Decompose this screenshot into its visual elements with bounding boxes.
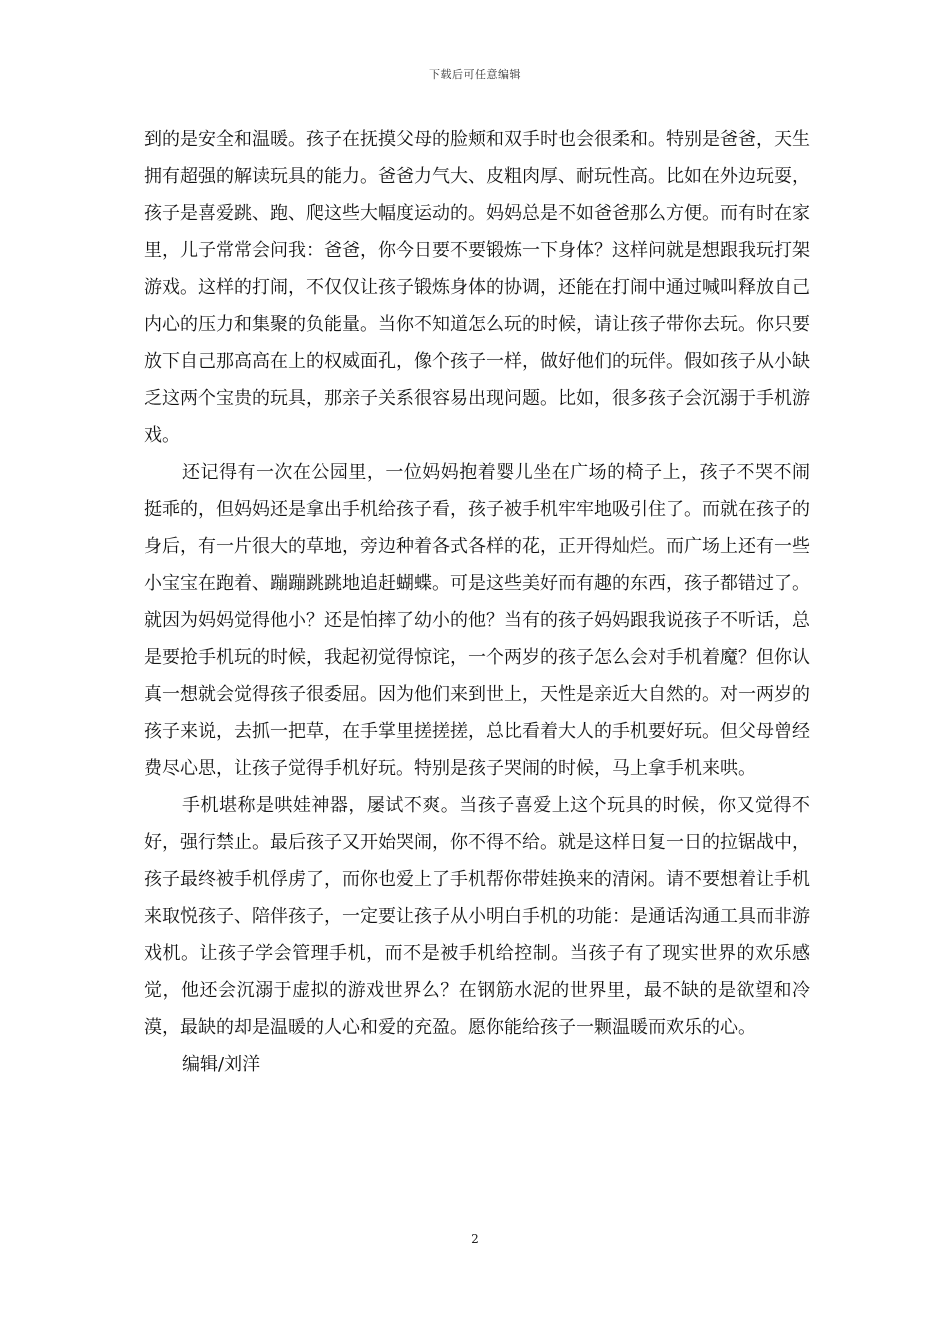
paragraph-1: 到的是安全和温暖。孩子在抚摸父母的脸颊和双手时也会很柔和。特别是爸爸，天生拥有超强的解读玩具的能力。爸爸力气大、皮粗肉厚、耐玩性高。比如在外边玩耍，孩子是喜爱跳、跑、爬这些大幅度运动的。妈妈总是不如爸爸那么方便。而有时在家里，儿子常常会问我：爸爸，你今日要不要锻炼一下身体？这样问就是想跟我玩打架游戏。这样的打闹，不仅仅让孩子锻炼身体的协调，还能在打闹中通过喊叫释放自己内心的压力和集聚的负能量。当你不知道怎么玩的时候，请让孩子带你去玩。你只要放下自己那高高在上的权威面孔，像个孩子一样，做好他们的玩伴。假如孩子从小缺乏这两个宝贵的玩具，那亲子关系很容易出现问题。比如，很多孩子会沉溺于手机游戏。 (144, 129, 810, 446)
page-header: 下载后可任意编辑 (429, 68, 521, 81)
page-number: 2 (471, 1232, 479, 1246)
editor-credit: 编辑/刘洋 (182, 1054, 261, 1075)
paragraph-3: 手机堪称是哄娃神器，屡试不爽。当孩子喜爱上这个玩具的时候，你又觉得不好，强行禁止。最后孩子又开始哭闹，你不得不给。就是这样日复一日的拉锯战中，孩子最终被手机俘虏了，而你也爱上了手机帮你带娃换来的清闲。请不要想着让手机来取悦孩子、陪伴孩子，一定要让孩子从小明白手机的功能：是通话沟通工具而非游戏机。让孩子学会管理手机，而不是被手机给控制。当孩子有了现实世界的欢乐感觉，他还会沉溺于虚拟的游戏世界么？在钢筋水泥的世界里，最不缺的是欲望和冷漠，最缺的却是温暖的人心和爱的充盈。愿你能给孩子一颗温暖而欢乐的心。 (144, 795, 810, 1038)
document-body (144, 121, 810, 1083)
paragraph-2: 还记得有一次在公园里，一位妈妈抱着婴儿坐在广场的椅子上，孩子不哭不闹挺乖的，但妈妈还是拿出手机给孩子看，孩子被手机牢牢地吸引住了。而就在孩子的身后，有一片很大的草地，旁边种着各式各样的花，正开得灿烂。而广场上还有一些小宝宝在跑着、蹦蹦跳跳地追赶蝴蝶。可是这些美好而有趣的东西，孩子都错过了。就因为妈妈觉得他小？还是怕摔了幼小的他？当有的孩子妈妈跟我说孩子不听话，总是要抢手机玩的时候，我起初觉得惊诧，一个两岁的孩子怎么会对手机着魔？但你认真一想就会觉得孩子很委屈。因为他们来到世上，天性是亲近大自然的。对一两岁的孩子来说，去抓一把草，在手掌里搓搓搓，总比看着大人的手机要好玩。但父母曾经费尽心思，让孩子觉得手机好玩。特别是孩子哭闹的时候，马上拿手机来哄。 (144, 462, 810, 779)
